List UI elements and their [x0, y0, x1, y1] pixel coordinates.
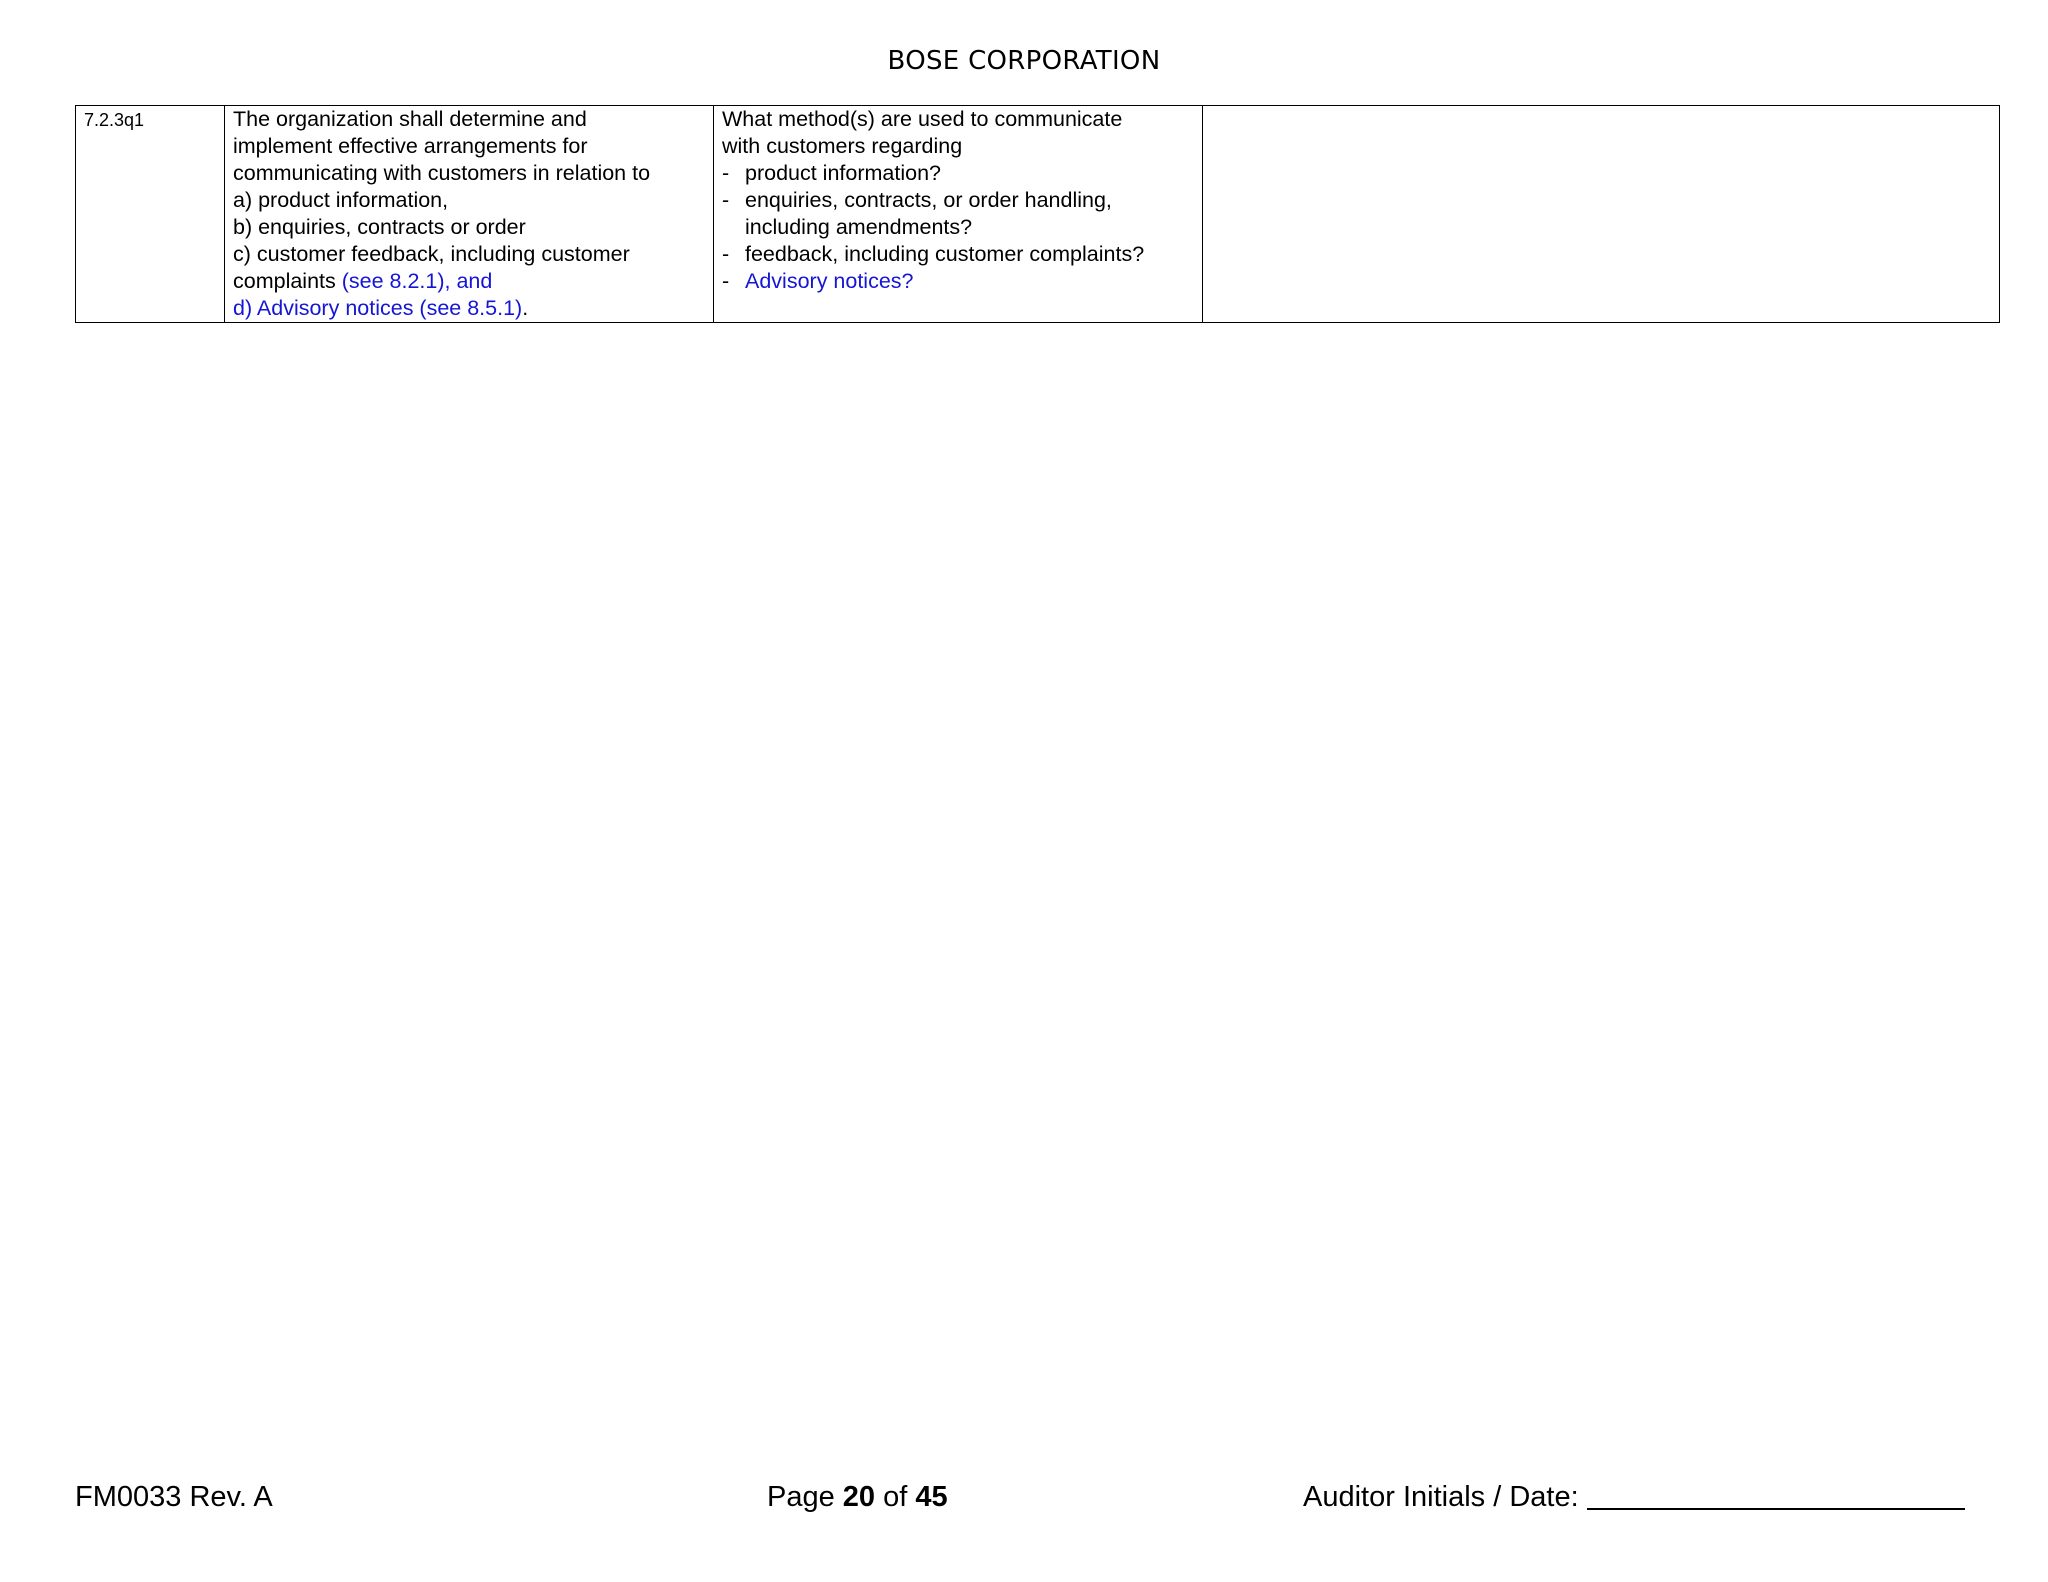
requirement-item-c-text: complaints: [233, 269, 342, 293]
question-intro-line: with customers regarding: [722, 134, 963, 158]
requirement-item-d: [233, 295, 705, 322]
table-row: [76, 106, 2000, 323]
question-item-text: enquiries, contracts, or order handling, including amendments?: [745, 188, 1112, 239]
question-list-item: [722, 241, 1194, 268]
question-item-text: feedback, including customer complaints?: [745, 242, 1145, 266]
question-item-text: Advisory notices?: [745, 269, 914, 293]
dash-bullet: -: [722, 269, 730, 293]
audit-question-cell: [714, 106, 1203, 323]
dash-bullet: -: [722, 242, 730, 266]
page-total: 45: [915, 1481, 948, 1513]
auditor-notes-cell[interactable]: [1203, 106, 2000, 323]
question-list-item: [722, 187, 1194, 241]
requirement-item-d-period: .: [522, 296, 529, 320]
requirement-item-c-continued: [233, 268, 705, 295]
clause-id-cell: 7.2.3q1: [76, 106, 225, 323]
auditor-signoff: [1303, 1479, 1965, 1515]
requirement-item-b: b) enquiries, contracts or order: [233, 215, 526, 239]
question-list-item: [722, 268, 1194, 295]
page-current: 20: [842, 1481, 876, 1513]
page-of: of: [875, 1481, 916, 1513]
requirement-item-d-text: d) Advisory notices (see 8.5.1): [233, 296, 523, 320]
question-item-text: product information?: [745, 161, 941, 185]
page-header-title: BOSE CORPORATION: [887, 46, 1161, 76]
page-prefix: Page: [767, 1481, 843, 1513]
page-number: [767, 1479, 948, 1515]
requirement-text-line: communicating with customers in relation to: [233, 161, 651, 185]
question-intro-line: What method(s) are used to communicate: [722, 107, 1123, 131]
question-list: [722, 160, 1194, 295]
requirements-table: [75, 105, 2000, 323]
dash-bullet: -: [722, 161, 730, 185]
auditor-signature-line[interactable]: [1587, 1480, 1965, 1510]
form-id: FM0033 Rev. A: [75, 1481, 273, 1513]
question-list-item: [722, 160, 1194, 187]
requirement-text-line: The organization shall determine and: [233, 107, 587, 131]
requirement-item-a: a) product information,: [233, 188, 449, 212]
requirement-item-c-reference: (see 8.2.1), and: [341, 269, 493, 293]
requirement-item-c: c) customer feedback, including customer: [233, 242, 630, 266]
auditor-initials-label: Auditor Initials / Date:: [1303, 1481, 1579, 1513]
requirement-cell: [225, 106, 714, 323]
requirement-text-line: implement effective arrangements for: [233, 134, 588, 158]
dash-bullet: -: [722, 188, 730, 212]
